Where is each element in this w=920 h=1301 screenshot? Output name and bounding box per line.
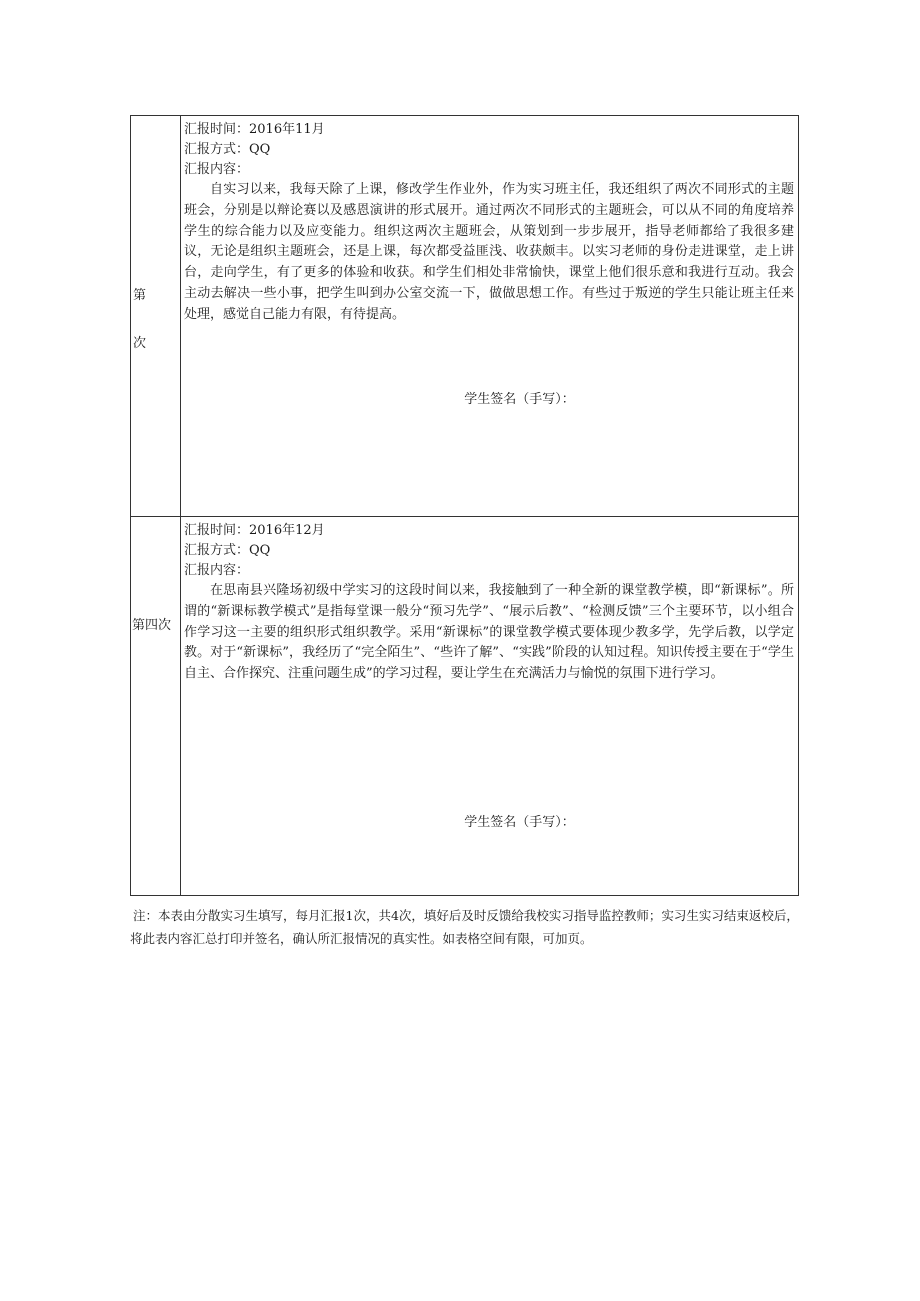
report-index-cell [131, 517, 181, 895]
student-signature-label: 学生签名（手写）： [464, 392, 575, 407]
report-table [130, 115, 799, 896]
report-index-cell [131, 116, 181, 516]
report-index-label: 第四次 [132, 618, 172, 633]
report-row-third [131, 116, 798, 517]
report-index-bottom: 次 [133, 336, 147, 351]
report-method: 汇报方式：QQ [184, 142, 271, 157]
report-method: 汇报方式：QQ [184, 543, 271, 558]
report-content-text: 自实习以来，我每天除了上课，修改学生作业外，作为实习班主任，我还组织了两次不同形式的主题班会，分别是以辩论赛以及感恩演讲的形式展开。通过两次不同形式的主题班会，可以从不同的角度培养学生的综合能力以及应变能力。组织这两次主题班会，从策划到一步步展开，指导老师都给了我很多建议，无论是组织主题班会，还是上课，每次都受益匪浅、收获颇丰。以实习老师的身份走进课堂，走上讲台，走向学生，有了更多的体验和收获。和学生们相处非常愉快，课堂上他们很乐意和我进行互动。我会主动去解决一些小事，把学生叫到办公室交流一下，做做思想工作。有些过于叛逆的学生只能让班主任来处理，感觉自己能力有限，有待提高。 [184, 182, 794, 322]
report-time: 汇报时间：2016年11月 [184, 122, 325, 137]
student-signature-label: 学生签名（手写）： [464, 815, 575, 830]
footnote: 注：本表由分散实习生填写，每月汇报1次，共4次，填好后及时反馈给我校实习指导监控教师；实习生实习结束返校后，将此表内容汇总打印并签名，确认所汇报情况的真实性。如表格空间有限，可加页。 [130, 908, 799, 946]
report-time: 汇报时间：2016年12月 [184, 523, 325, 538]
report-content-label: 汇报内容： [184, 563, 250, 578]
report-content-cell [181, 116, 798, 516]
report-content-cell [181, 517, 798, 895]
report-index-top: 第 [133, 288, 147, 303]
report-row-fourth [131, 517, 798, 895]
report-content-text: 在思南县兴隆场初级中学实习的这段时间以来，我接触到了一种全新的课堂教学模，即“新课标”。所谓的“新课标教学模式”是指每堂课一般分“预习先学”、“展示后教”、“检测反馈”三个主要环节，以小组合作学习这一主要的组织形式组织教学。采用“新课标”的课堂教学模式要体现少教多学，先学后教，以学定教。对于“新课标”，我经历了“完全陌生”、“些许了解”、“实践”阶段的认知过程。知识传授主要在于“学生自主、合作探究、注重问题生成”的学习过程，要让学生在充满活力与愉悦的氛围下进行学习。 [184, 583, 794, 682]
report-content-label: 汇报内容： [184, 162, 250, 177]
